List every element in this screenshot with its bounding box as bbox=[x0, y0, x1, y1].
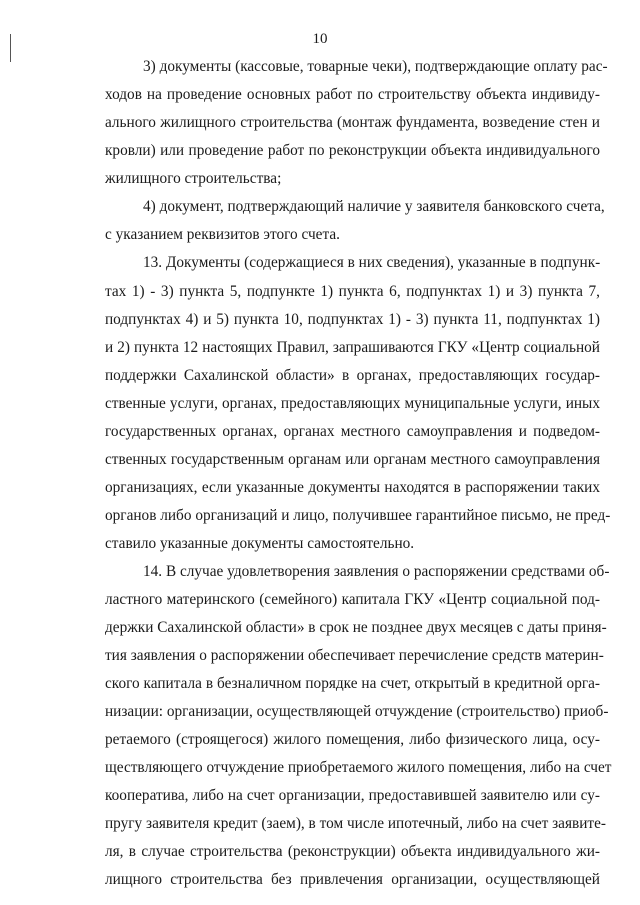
text-line: кровли) или проведение работ по реконструкции объекта индивидуального bbox=[105, 142, 600, 159]
text-line: лищного строительства без привлечения организации, осуществляющей bbox=[105, 871, 600, 888]
text-line: организациях, если указанные документы находятся в распоряжении таких bbox=[105, 479, 600, 496]
text-line: 14. В случае удовлетворения заявления о распоряжении средствами об- bbox=[143, 563, 610, 580]
text-line: ходов на проведение основных работ по строительству объекта индивиду- bbox=[105, 86, 600, 103]
text-line: органов либо организаций и лицо, получившее гарантийное письмо, не пред- bbox=[105, 507, 611, 524]
text-line: ля, в случае строительства (реконструкции) объекта индивидуального жи- bbox=[105, 843, 600, 860]
text-line: держки Сахалинской области» в срок не позднее двух месяцев с даты приня- bbox=[105, 619, 607, 636]
text-line: пругу заявителя кредит (заем), в том числе ипотечный, либо на счет заявите- bbox=[105, 815, 606, 832]
text-line: 3) документы (кассовые, товарные чеки), подтверждающие оплату рас- bbox=[143, 58, 608, 75]
text-line: ставило указанные документы самостоятельно. bbox=[105, 535, 415, 552]
text-line: ластного материнского (семейного) капитала ГКУ «Центр социальной под- bbox=[105, 591, 600, 608]
text-line: 4) документ, подтверждающий наличие у заявителя банковского счета, bbox=[143, 198, 605, 215]
text-line: 13. Документы (содержащиеся в них сведения), указанные в подпунк- bbox=[143, 254, 601, 271]
text-line: ретаемого (строящегося) жилого помещения, либо физического лица, осу- bbox=[105, 731, 600, 748]
text-line: жилищного строительства; bbox=[105, 170, 282, 187]
text-line: ществляющего отчуждение приобретаемого жилого помещения, либо на счет bbox=[105, 759, 612, 776]
text-line: низации: организации, осуществляющей отчуждение (строительство) приоб- bbox=[105, 703, 609, 720]
page-number: 10 bbox=[312, 31, 328, 47]
text-line: государственных органах, органах местного самоуправления и подведом- bbox=[105, 423, 600, 440]
text-line: и 2) пункта 12 настоящих Правил, запрашиваются ГКУ «Центр социальной bbox=[105, 339, 600, 356]
text-line: тах 1) - 3) пункта 5, подпункте 1) пункта 6, подпунктах 1) и 3) пункта 7, bbox=[105, 283, 600, 300]
text-line: тия заявления о распоряжении обеспечивает перечисление средств материн- bbox=[105, 647, 604, 664]
text-line: кооператива, либо на счет организации, предоставившей заявителю или су- bbox=[105, 787, 600, 804]
text-line: с указанием реквизитов этого счета. bbox=[105, 226, 340, 243]
text-line: ского капитала в безналичном порядке на счет, открытый в кредитной орга- bbox=[105, 675, 600, 692]
text-line: ального жилищного строительства (монтаж фундамента, возведение стен и bbox=[105, 114, 600, 131]
text-line: ственные услуги, органах, предоставляющих муниципальные услуги, иных bbox=[105, 395, 600, 412]
text-line: ственных государственным органам или органам местного самоуправления bbox=[105, 451, 600, 468]
text-line: поддержки Сахалинской области» в органах, предоставляющих государ- bbox=[105, 367, 600, 384]
text-line: подпунктах 4) и 5) пункта 10, подпунктах 1) - 3) пункта 11, подпунктах 1) bbox=[105, 311, 600, 328]
